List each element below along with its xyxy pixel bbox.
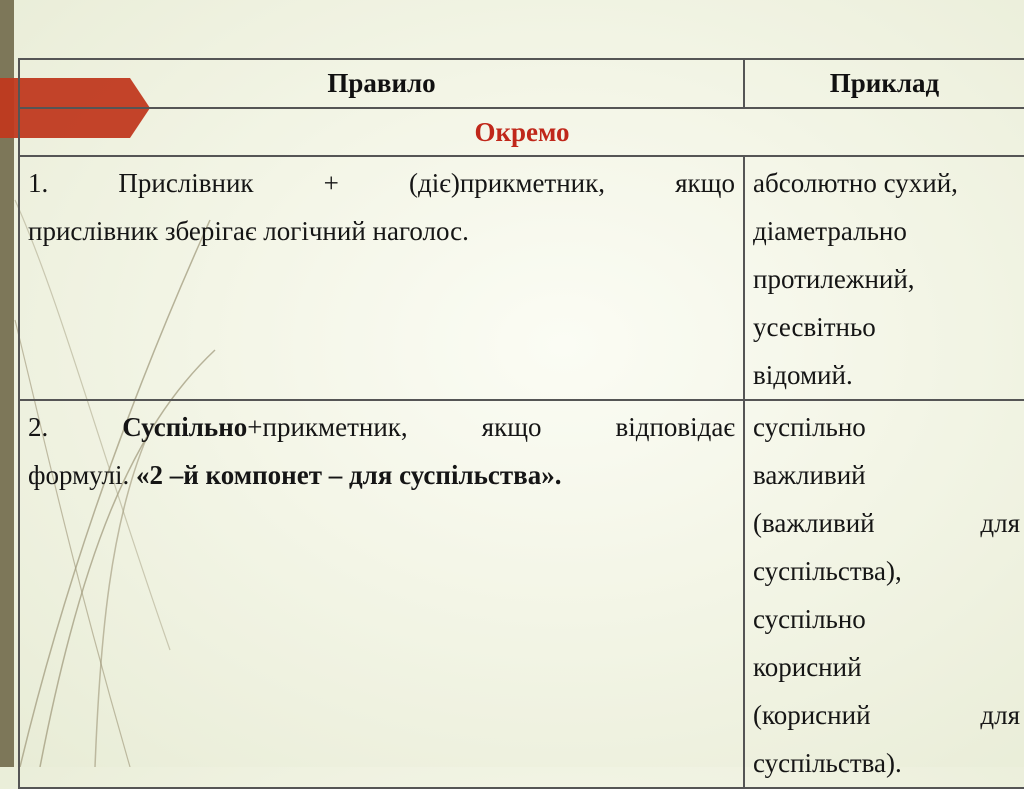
rule-1-word: Прислівник	[118, 168, 254, 198]
rule-2-formula: «2 –й компонет – для суспільства».	[135, 460, 562, 490]
example-2-word: для	[980, 700, 1020, 730]
example-1-line: діаметрально	[753, 216, 907, 246]
rule-2-word: якщо	[481, 412, 542, 442]
section-title: Окремо	[19, 108, 1024, 156]
header-example: Приклад	[744, 59, 1024, 108]
example-cell-2	[744, 400, 1024, 788]
example-1-line: протилежний,	[753, 264, 915, 294]
rule-2-keyword-group	[122, 403, 407, 451]
rule-2-number: 2.	[28, 412, 49, 442]
example-2-line: суспільно	[753, 604, 866, 634]
example-2-line: корисний	[753, 652, 862, 682]
rule-cell-1	[19, 156, 744, 400]
rule-1-word: 1.	[28, 168, 49, 198]
rule-2-line-2	[20, 451, 743, 499]
rule-cell-2	[19, 400, 744, 788]
rule-1-word: +	[323, 168, 339, 198]
rule-2-word: відповідає	[615, 412, 735, 442]
example-1-line: абсолютно сухий,	[753, 168, 958, 198]
example-1-line: усесвітньо	[753, 312, 876, 342]
rules-table	[18, 58, 1024, 789]
rule-1-word: (діє)прикметник,	[409, 168, 605, 198]
example-2-line: суспільно	[753, 412, 866, 442]
rule-1-line-2: прислівник зберігає логічний наголос.	[28, 216, 469, 246]
example-2-word: (корисний	[753, 700, 871, 730]
example-2-word: (важливий	[753, 508, 875, 538]
example-2-word: для	[980, 508, 1020, 538]
header-rule: Правило	[19, 59, 744, 108]
rule-1-word: якщо	[675, 168, 735, 198]
example-cell-1	[744, 156, 1024, 400]
section-row	[19, 108, 1024, 156]
table-row	[19, 400, 1024, 788]
rule-2-word: +прикметник,	[247, 412, 408, 442]
rule-2-start	[28, 403, 48, 451]
example-1-line: відомий.	[753, 360, 853, 390]
rule-2-formula-label: формулі.	[28, 460, 130, 490]
table-row	[19, 156, 1024, 400]
rule-2-line-1	[20, 401, 743, 451]
table-header-row	[19, 59, 1024, 108]
example-2-line	[745, 499, 1024, 547]
rule-2-keyword: Суспільно	[122, 412, 248, 442]
example-2-line: суспільства).	[753, 748, 902, 778]
example-2-line	[745, 691, 1024, 739]
example-2-line: важливий	[753, 460, 866, 490]
example-2-line: суспільства),	[753, 556, 902, 586]
rule-1-line-1	[20, 157, 743, 207]
